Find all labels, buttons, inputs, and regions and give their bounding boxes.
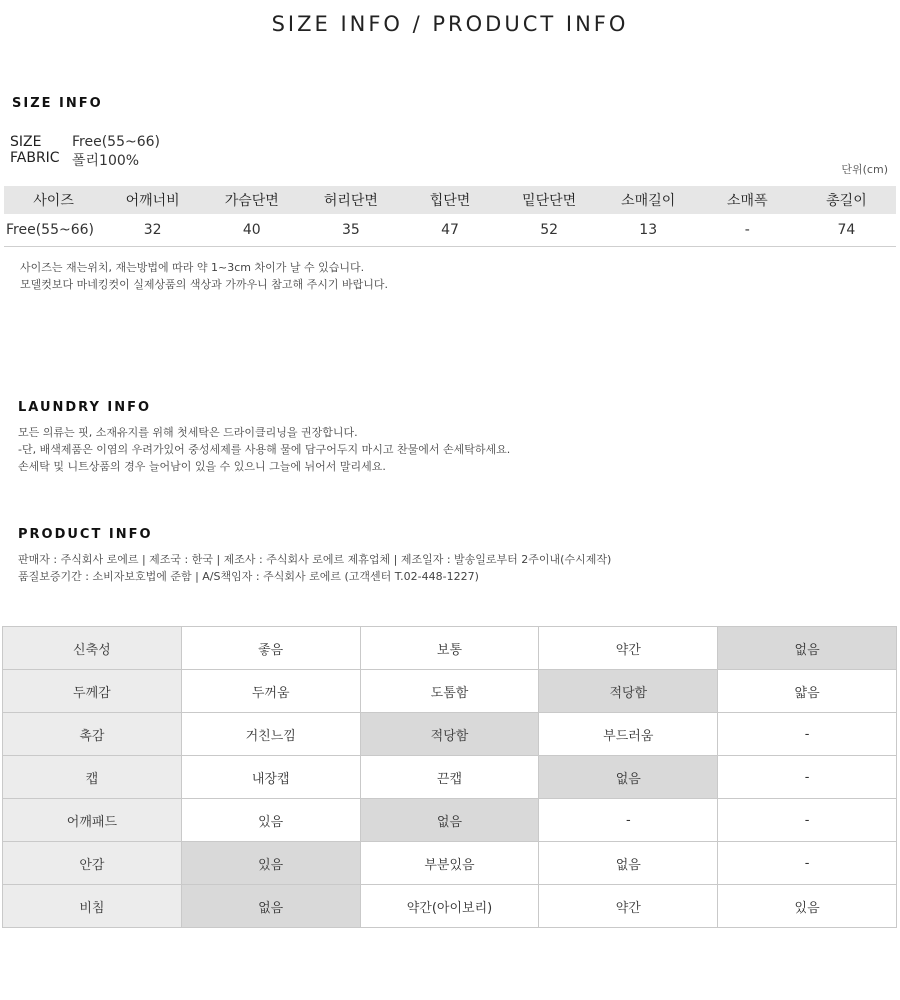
size-table-cell: - [698,214,797,247]
unit-note: 단위(cm) [841,163,888,176]
feel-row-label: 어깨패드 [3,799,182,842]
size-table-header: 사이즈 [4,186,103,214]
feel-option: 약간 [539,885,718,928]
feel-row [3,756,897,799]
product-line: 판매자 : 주식회사 로에르 | 제조국 : 한국 | 제조사 : 주식회사 로에르 제휴업체 | 제조일자 : 발송일로부터 2주이내(수시제작) [18,553,612,566]
feel-option-selected: 있음 [181,842,360,885]
feel-row-label: 비침 [3,885,182,928]
size-table-header: 소매길이 [599,186,698,214]
feel-row-label: 두께감 [3,670,182,713]
feel-option-selected: 없음 [718,627,897,670]
size-table-cell: 47 [400,214,499,247]
size-table-header: 총길이 [797,186,896,214]
feel-row [3,713,897,756]
feel-row-label: 안감 [3,842,182,885]
feel-row-label: 촉감 [3,713,182,756]
feel-option: 있음 [718,885,897,928]
feel-option-selected: 없음 [539,756,718,799]
feel-option-selected: 없음 [360,799,539,842]
feel-option: 약간 [539,627,718,670]
size-table-cell: 74 [797,214,896,247]
page-title: SIZE INFO / PRODUCT INFO [271,12,629,36]
size-table-header: 밑단단면 [500,186,599,214]
feel-option: 부드러움 [539,713,718,756]
feel-option-selected: 적당함 [360,713,539,756]
feel-option: 끈캡 [360,756,539,799]
product-lines [18,551,611,585]
feel-option: 좋음 [181,627,360,670]
size-table-header: 어깨너비 [103,186,202,214]
size-label: SIZE [10,134,42,150]
laundry-info-heading: LAUNDRY INFO [18,400,152,415]
size-table-header: 허리단면 [301,186,400,214]
size-table-cell: 35 [301,214,400,247]
feel-option: - [718,842,897,885]
size-table-cell: 32 [103,214,202,247]
feel-row [3,799,897,842]
feel-option: 거친느낌 [181,713,360,756]
laundry-lines [18,424,510,475]
product-line: 품질보증기간 : 소비자보호법에 준함 | A/S책임자 : 주식회사 로에르 (고객센터 T.02-448-1227) [18,570,479,583]
feel-option-selected: 없음 [181,885,360,928]
size-table-header: 가슴단면 [202,186,301,214]
feel-row [3,627,897,670]
feel-option: - [718,713,897,756]
size-table-header-row [4,186,896,214]
feel-row [3,670,897,713]
fabric-label: FABRIC [10,150,60,166]
size-table-cell: 40 [202,214,301,247]
size-notes [20,259,388,293]
feel-row [3,885,897,928]
size-note: 사이즈는 재는위치, 재는방법에 따라 약 1~3cm 차이가 날 수 있습니다. [20,261,365,274]
feel-option-selected: 적당함 [539,670,718,713]
size-table-header: 소매폭 [698,186,797,214]
size-value: Free(55~66) [72,134,160,150]
feel-option: 보통 [360,627,539,670]
size-table [4,186,896,247]
feel-option: 내장캡 [181,756,360,799]
feel-option: - [718,756,897,799]
feel-option: 약간(아이보리) [360,885,539,928]
fabric-feel-table [2,626,897,928]
feel-option: 두꺼움 [181,670,360,713]
size-info-heading: SIZE INFO [12,96,103,111]
laundry-line: -단, 배색제품은 이염의 우려가있어 중성세제를 사용해 물에 담구어두지 마시고 찬물에서 손세탁하세요. [18,443,511,456]
feel-row-label: 캡 [3,756,182,799]
size-table-cell: 13 [599,214,698,247]
feel-option: 없음 [539,842,718,885]
feel-option: - [539,799,718,842]
size-note: 모델컷보다 마네킹컷이 실제상품의 색상과 가까우니 참고해 주시기 바랍니다. [20,278,389,291]
laundry-line: 손세탁 및 니트상품의 경우 늘어남이 있을 수 있으니 그늘에 뉘어서 말리세요. [18,460,386,473]
size-table-row [4,214,896,247]
feel-row [3,842,897,885]
feel-option: 부분있음 [360,842,539,885]
feel-option: 있음 [181,799,360,842]
size-table-cell: 52 [500,214,599,247]
feel-row-label: 신축성 [3,627,182,670]
product-info-heading: PRODUCT INFO [18,527,153,542]
size-table-header: 힙단면 [400,186,499,214]
size-table-cell: Free(55~66) [4,214,103,247]
fabric-value: 폴리100% [72,153,140,169]
feel-option: - [718,799,897,842]
feel-option: 도톰함 [360,670,539,713]
feel-option: 얇음 [718,670,897,713]
laundry-line: 모든 의류는 핏, 소재유지를 위해 첫세탁은 드라이클리닝을 권장합니다. [18,426,358,439]
